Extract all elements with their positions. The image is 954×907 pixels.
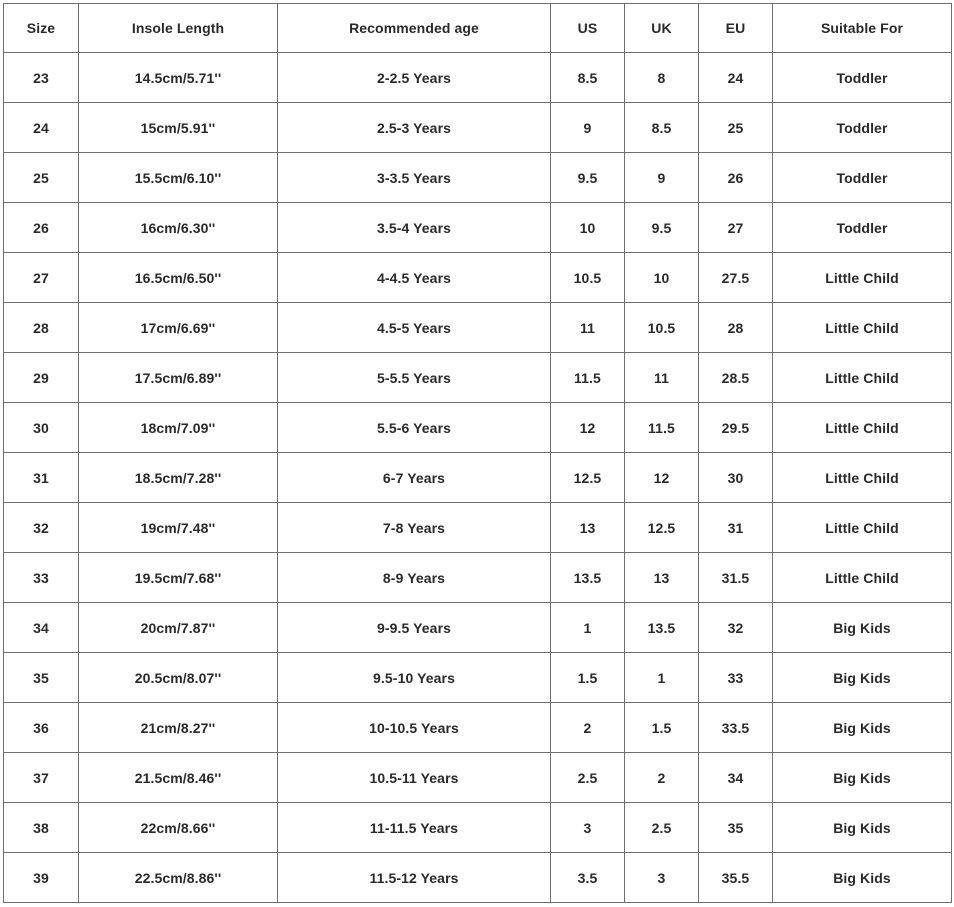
cell-uk: 3 [625,853,699,903]
cell-us: 1.5 [551,653,625,703]
header-suitable-for: Suitable For [773,4,952,53]
table-row [4,453,952,503]
cell-insole-length: 15.5cm/6.10'' [79,153,278,203]
cell-eu: 24 [699,53,773,103]
cell-us: 12.5 [551,453,625,503]
table-row [4,203,952,253]
cell-eu: 31 [699,503,773,553]
cell-uk: 8.5 [625,103,699,153]
header-size: Size [4,4,79,53]
cell-recommended-age: 11.5-12 Years [278,853,551,903]
cell-uk: 2.5 [625,803,699,853]
cell-us: 13.5 [551,553,625,603]
cell-suitable-for: Little Child [773,403,952,453]
cell-us: 8.5 [551,53,625,103]
cell-uk: 10 [625,253,699,303]
header-row [4,4,952,53]
cell-recommended-age: 2.5-3 Years [278,103,551,153]
cell-uk: 10.5 [625,303,699,353]
cell-size: 33 [4,553,79,603]
table-row [4,53,952,103]
cell-insole-length: 18.5cm/7.28'' [79,453,278,503]
cell-insole-length: 17.5cm/6.89'' [79,353,278,403]
cell-eu: 27.5 [699,253,773,303]
cell-suitable-for: Little Child [773,253,952,303]
cell-suitable-for: Little Child [773,353,952,403]
cell-insole-length: 22.5cm/8.86'' [79,853,278,903]
cell-uk: 12 [625,453,699,503]
cell-uk: 11.5 [625,403,699,453]
cell-suitable-for: Little Child [773,453,952,503]
cell-suitable-for: Toddler [773,203,952,253]
header-uk: UK [625,4,699,53]
cell-recommended-age: 10-10.5 Years [278,703,551,753]
table-row [4,253,952,303]
cell-recommended-age: 8-9 Years [278,553,551,603]
cell-eu: 33.5 [699,703,773,753]
cell-recommended-age: 9-9.5 Years [278,603,551,653]
cell-suitable-for: Big Kids [773,753,952,803]
cell-size: 30 [4,403,79,453]
cell-size: 24 [4,103,79,153]
table-row [4,703,952,753]
cell-suitable-for: Little Child [773,503,952,553]
cell-eu: 26 [699,153,773,203]
cell-size: 39 [4,853,79,903]
cell-uk: 1.5 [625,703,699,753]
cell-eu: 32 [699,603,773,653]
cell-insole-length: 19cm/7.48'' [79,503,278,553]
cell-recommended-age: 5-5.5 Years [278,353,551,403]
cell-eu: 35 [699,803,773,853]
cell-size: 38 [4,803,79,853]
cell-suitable-for: Big Kids [773,603,952,653]
header-eu: EU [699,4,773,53]
table-row [4,103,952,153]
cell-recommended-age: 5.5-6 Years [278,403,551,453]
cell-size: 31 [4,453,79,503]
cell-eu: 28.5 [699,353,773,403]
cell-uk: 9.5 [625,203,699,253]
cell-size: 26 [4,203,79,253]
table-row [4,853,952,903]
cell-us: 12 [551,403,625,453]
table-row [4,503,952,553]
table-row [4,753,952,803]
table-row [4,353,952,403]
cell-suitable-for: Big Kids [773,653,952,703]
cell-size: 27 [4,253,79,303]
cell-insole-length: 16.5cm/6.50'' [79,253,278,303]
cell-eu: 25 [699,103,773,153]
cell-recommended-age: 3.5-4 Years [278,203,551,253]
cell-size: 37 [4,753,79,803]
cell-recommended-age: 7-8 Years [278,503,551,553]
cell-us: 10 [551,203,625,253]
cell-size: 23 [4,53,79,103]
cell-insole-length: 19.5cm/7.68'' [79,553,278,603]
cell-recommended-age: 10.5-11 Years [278,753,551,803]
cell-insole-length: 15cm/5.91'' [79,103,278,153]
cell-eu: 31.5 [699,553,773,603]
table-row [4,303,952,353]
cell-eu: 33 [699,653,773,703]
cell-eu: 30 [699,453,773,503]
cell-us: 10.5 [551,253,625,303]
cell-size: 29 [4,353,79,403]
cell-uk: 1 [625,653,699,703]
cell-us: 9 [551,103,625,153]
cell-us: 13 [551,503,625,553]
table-body [4,53,952,903]
cell-us: 3.5 [551,853,625,903]
cell-size: 32 [4,503,79,553]
cell-suitable-for: Little Child [773,553,952,603]
cell-size: 28 [4,303,79,353]
cell-uk: 12.5 [625,503,699,553]
cell-uk: 2 [625,753,699,803]
cell-suitable-for: Big Kids [773,803,952,853]
cell-us: 11.5 [551,353,625,403]
cell-suitable-for: Toddler [773,103,952,153]
cell-us: 3 [551,803,625,853]
header-us: US [551,4,625,53]
cell-insole-length: 18cm/7.09'' [79,403,278,453]
cell-insole-length: 21.5cm/8.46'' [79,753,278,803]
table-header [4,4,952,53]
cell-suitable-for: Big Kids [773,703,952,753]
cell-size: 34 [4,603,79,653]
table-row [4,403,952,453]
cell-insole-length: 14.5cm/5.71'' [79,53,278,103]
cell-uk: 9 [625,153,699,203]
cell-uk: 11 [625,353,699,403]
cell-eu: 34 [699,753,773,803]
cell-eu: 27 [699,203,773,253]
header-recommended-age: Recommended age [278,4,551,53]
cell-us: 1 [551,603,625,653]
cell-recommended-age: 11-11.5 Years [278,803,551,853]
cell-insole-length: 21cm/8.27'' [79,703,278,753]
table-row [4,653,952,703]
cell-recommended-age: 6-7 Years [278,453,551,503]
cell-insole-length: 20.5cm/8.07'' [79,653,278,703]
cell-recommended-age: 3-3.5 Years [278,153,551,203]
cell-size: 36 [4,703,79,753]
cell-insole-length: 17cm/6.69'' [79,303,278,353]
cell-suitable-for: Toddler [773,53,952,103]
cell-eu: 28 [699,303,773,353]
cell-uk: 13 [625,553,699,603]
cell-recommended-age: 4.5-5 Years [278,303,551,353]
table-row [4,803,952,853]
cell-suitable-for: Big Kids [773,853,952,903]
cell-us: 2 [551,703,625,753]
cell-us: 11 [551,303,625,353]
cell-uk: 8 [625,53,699,103]
cell-us: 2.5 [551,753,625,803]
cell-insole-length: 20cm/7.87'' [79,603,278,653]
cell-uk: 13.5 [625,603,699,653]
cell-size: 35 [4,653,79,703]
table-row [4,553,952,603]
cell-insole-length: 16cm/6.30'' [79,203,278,253]
cell-eu: 29.5 [699,403,773,453]
cell-us: 9.5 [551,153,625,203]
cell-recommended-age: 4-4.5 Years [278,253,551,303]
size-chart-table [3,3,952,903]
table-row [4,603,952,653]
cell-eu: 35.5 [699,853,773,903]
cell-suitable-for: Little Child [773,303,952,353]
cell-insole-length: 22cm/8.66'' [79,803,278,853]
cell-suitable-for: Toddler [773,153,952,203]
cell-size: 25 [4,153,79,203]
header-insole-length: Insole Length [79,4,278,53]
cell-recommended-age: 2-2.5 Years [278,53,551,103]
cell-recommended-age: 9.5-10 Years [278,653,551,703]
table-row [4,153,952,203]
